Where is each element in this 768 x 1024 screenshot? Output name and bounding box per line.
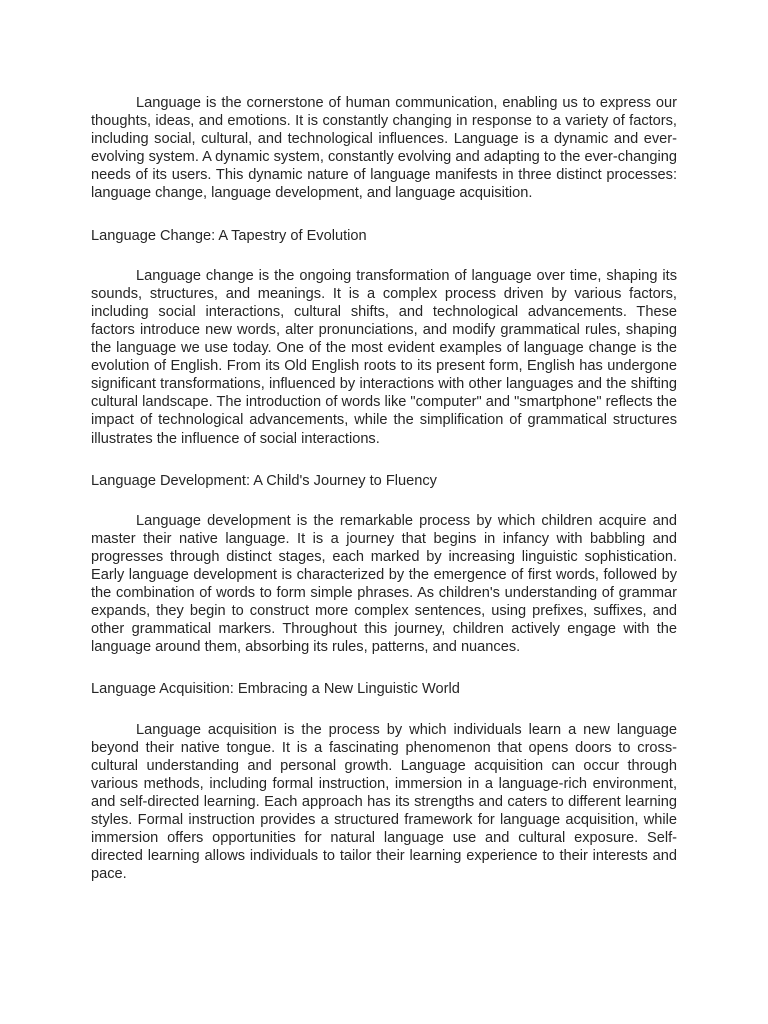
- intro-paragraph: Language is the cornerstone of human communication, enabling us to express our thoughts, ideas, and emotions. It is constantly changing in response to a variety of factors, including social, cultural, and technological influences. Language is a dynamic and ever-evolving system. A dynamic system, constantly evolving and adapting to the ever-changing needs of its users. This dynamic nature of language manifests in three distinct processes: language change, language development, and language acquisition.: [91, 95, 677, 202]
- section-heading-language-development: Language Development: A Child's Journey to Fluency: [91, 472, 437, 489]
- section-body-language-acquisition: Language acquisition is the process by which individuals learn a new language beyond their native tongue. It is a fascinating phenomenon that opens doors to cross-cultural understanding and personal growth. Language acquisition can occur through various methods, including formal instruction, immersion in a language-rich environment, and self-directed learning. Each approach has its strengths and caters to different learning styles. Formal instruction provides a structured framework for language acquisition, while immersion offers opportunities for natural language use and cultural exposure. Self-directed learning allows individuals to tailor their learning experience to their interests and pace.: [91, 721, 677, 883]
- document-page: [91, 94, 677, 883]
- section-body-language-change: Language change is the ongoing transformation of language over time, shaping its sounds, structures, and meanings. It is a complex process driven by various factors, including social interactions, cultural shifts, and technological advancements. These factors introduce new words, alter pronunciations, and modify grammatical rules, shaping the language we use today. One of the most evident examples of language change is the evolution of English. From its Old English roots to its present form, English has undergone significant transformations, influenced by interactions with other languages and the shifting cultural landscape. The introduction of words like "computer" and "smartphone" reflects the impact of technological advancements, while the simplification of grammatical structures illustrates the influence of social interactions.: [91, 267, 677, 447]
- section-heading-language-acquisition: Language Acquisition: Embracing a New Linguistic World: [91, 681, 460, 698]
- section-body-language-development: Language development is the remarkable process by which children acquire and master their native language. It is a journey that begins in infancy with babbling and progresses through distinct stages, each marked by increasing linguistic sophistication. Early language development is characterized by the emergence of first words, followed by the combination of words to form simple phrases. As children's understanding of grammar expands, they begin to construct more complex sentences, using prefixes, suffixes, and other grammatical markers. Throughout this journey, children actively engage with the language around them, absorbing its rules, patterns, and nuances.: [91, 512, 677, 656]
- section-heading-language-change: Language Change: A Tapestry of Evolution: [91, 227, 367, 244]
